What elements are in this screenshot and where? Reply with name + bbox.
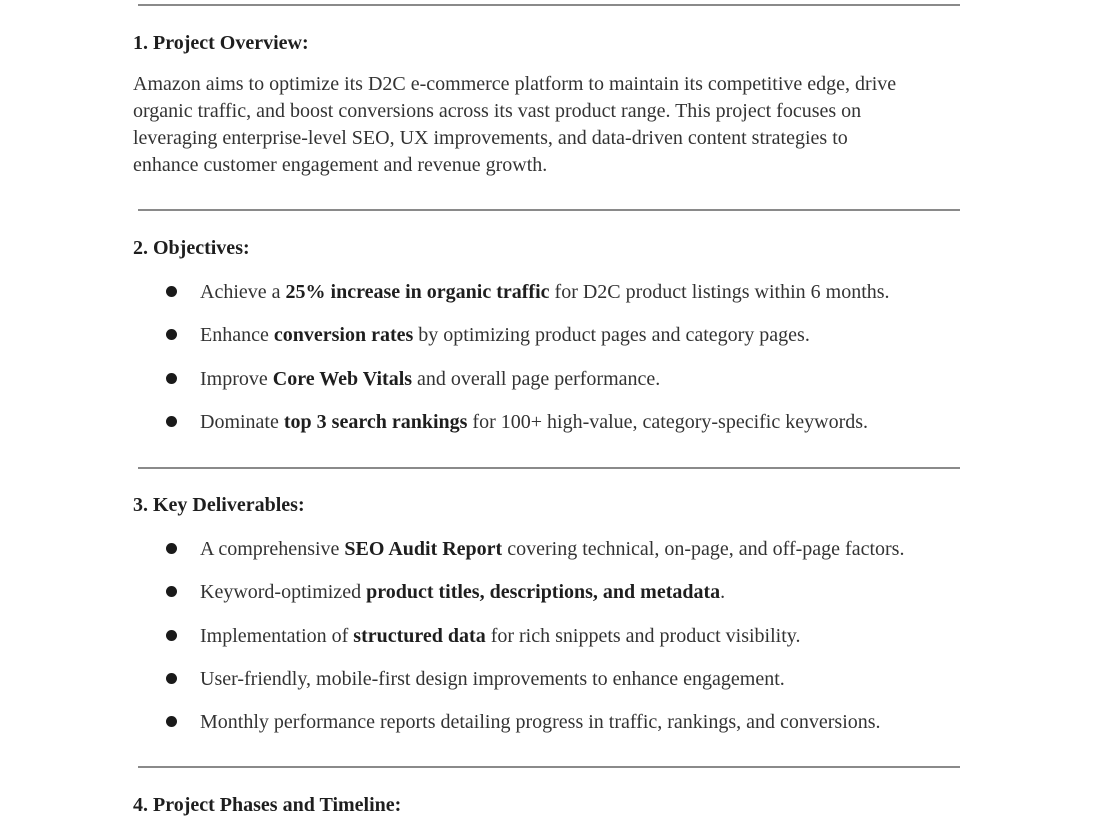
item-text: User-friendly, mobile-first design improvements to enhance engagement. [200, 668, 785, 690]
bullet-icon [166, 630, 177, 641]
section-heading-objectives: 2. Objectives: [133, 237, 250, 259]
item-text: Improve [200, 368, 273, 390]
paragraph-line: Amazon aims to optimize its D2C e-commerce platform to maintain its competitive edge, drive [133, 73, 897, 95]
item-bold-text: structured data [353, 625, 486, 647]
item-text: Monthly performance reports detailing progress in traffic, rankings, and conversions. [200, 711, 881, 733]
item-text: A comprehensive [200, 538, 345, 560]
bullet-icon [166, 673, 177, 684]
item-text: Dominate [200, 411, 284, 433]
overview-paragraph [133, 71, 973, 179]
bullet-icon [166, 286, 177, 297]
section-divider [138, 766, 960, 768]
section-divider [138, 4, 960, 6]
section-heading-deliverables: 3. Key Deliverables: [133, 494, 305, 516]
item-text: covering technical, on-page, and off-page factors. [502, 538, 905, 560]
item-text: for 100+ high-value, category-specific keywords. [467, 411, 869, 433]
paragraph-line: enhance customer engagement and revenue growth. [133, 154, 548, 176]
item-text: by optimizing product pages and category pages. [413, 324, 810, 346]
item-text: Implementation of [200, 625, 354, 647]
section-heading-overview: 1. Project Overview: [133, 32, 309, 54]
item-bold-text: product titles, descriptions, and metadata [366, 581, 721, 603]
item-bold-text: Core Web Vitals [272, 368, 413, 390]
section-divider [138, 209, 960, 211]
bullet-icon [166, 543, 177, 554]
section-heading-phases: 4. Project Phases and Timeline: [133, 794, 402, 816]
item-text: and overall page performance. [412, 368, 661, 390]
bullet-icon [166, 373, 177, 384]
item-text: for rich snippets and product visibility. [485, 625, 801, 647]
item-bold-text: top 3 search rankings [283, 411, 468, 433]
item-bold-text: SEO Audit Report [344, 538, 503, 560]
item-bold-text: 25% increase in organic traffic [285, 281, 550, 303]
bullet-icon [166, 586, 177, 597]
paragraph-line: leveraging enterprise-level SEO, UX improvements, and data-driven content strategies to [133, 127, 848, 149]
item-bold-text: conversion rates [273, 324, 414, 346]
item-text: for D2C product listings within 6 months. [549, 281, 890, 303]
paragraph-line: organic traffic, and boost conversions across its vast product range. This project focuses on [133, 100, 862, 122]
item-text: . [720, 581, 726, 603]
bullet-icon [166, 716, 177, 727]
bullet-icon [166, 329, 177, 340]
item-text: Keyword-optimized [200, 581, 367, 603]
bullet-icon [166, 416, 177, 427]
item-text: Achieve a [200, 281, 286, 303]
item-text: Enhance [200, 324, 274, 346]
section-divider [138, 467, 960, 469]
